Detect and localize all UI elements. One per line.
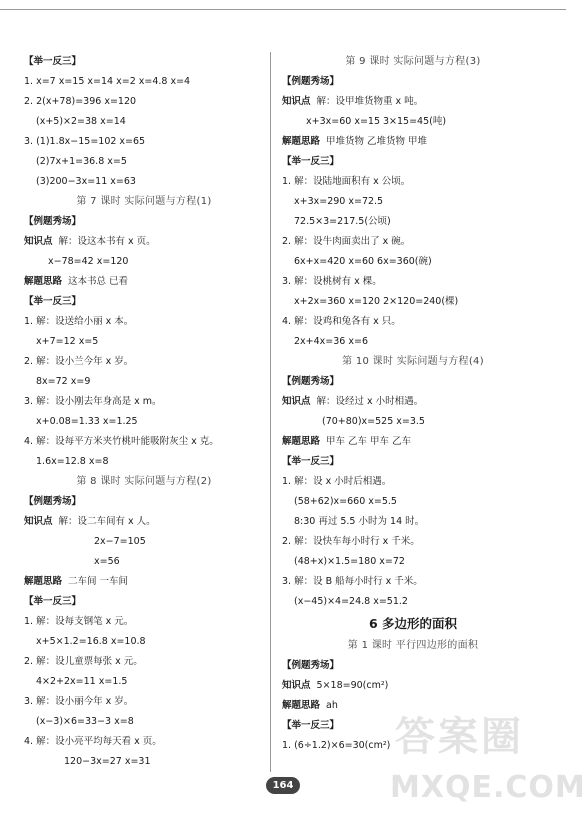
- column-divider: [270, 52, 271, 772]
- answer-line: (48+x)×1.5=180 x=72: [294, 556, 405, 567]
- answer-line: (58+62)x=660 x=5.5: [294, 496, 397, 507]
- answer-line: 1. 解：设陆地面积有 x 公顷。: [282, 176, 411, 187]
- answer-line: 2. 解：设牛肉面卖出了 x 碗。: [282, 236, 411, 247]
- section-heading: 【例题秀场】: [282, 660, 340, 671]
- lesson-title: 第 8 课时 实际问题与方程(2): [76, 476, 212, 487]
- answer-line: 3. 解：设桃树有 x 棵。: [282, 276, 382, 287]
- answer-text: 解：设甲堆货物重 x 吨。: [316, 96, 424, 107]
- labeled-answer: [282, 132, 544, 152]
- answer-line: 1. 解：设送给小丽 x 本。: [24, 316, 134, 327]
- answer-text: ah: [326, 700, 338, 711]
- lesson-title: 第 9 课时 实际问题与方程(3): [345, 56, 481, 67]
- answer-line: 2. 解：设快车每小时行 x 千米。: [282, 536, 420, 547]
- answer-line: (70+80)x=525 x=3.5: [322, 416, 425, 427]
- answer-text: 甲车 乙车 甲车 乙车: [326, 436, 412, 447]
- answer-line: 8x=72 x=9: [36, 376, 91, 387]
- answer-line: (2)7x+1=36.8 x=5: [36, 156, 127, 167]
- answer-label: 知识点: [24, 516, 53, 527]
- lesson-title: 第 1 课时 平行四边形的面积: [347, 640, 479, 651]
- answer-line: (x+5)×2=38 x=14: [36, 116, 126, 127]
- answer-line: x+3x=290 x=72.5: [294, 196, 384, 207]
- answer-line: 3. 解：设小刚去年身高是 x m。: [24, 396, 162, 407]
- answer-text: 解：设经过 x 小时相遇。: [316, 396, 424, 407]
- left-column: [24, 52, 264, 772]
- answer-line: 4. 解：设小亮平均每天看 x 页。: [24, 736, 162, 747]
- answer-label: 知识点: [282, 96, 311, 107]
- answer-label: 解题思路: [282, 700, 321, 711]
- labeled-answer: [282, 392, 544, 412]
- answer-label: 解题思路: [282, 136, 321, 147]
- lesson-title: 第 7 课时 实际问题与方程(1): [76, 196, 212, 207]
- page-number: 164: [266, 777, 300, 794]
- watermark-brand: 答案圈: [395, 714, 524, 760]
- labeled-answer: [282, 92, 544, 112]
- labeled-answer: [24, 272, 264, 292]
- answer-line: 1. 解：设每支钢笔 x 元。: [24, 616, 134, 627]
- answer-line: x+0.08=1.33 x=1.25: [36, 416, 138, 427]
- answer-line: (x−45)×4=24.8 x=51.2: [294, 596, 408, 607]
- section-heading: 【举一反三】: [24, 596, 82, 607]
- section-heading: 【举一反三】: [282, 456, 340, 467]
- answer-label: 知识点: [282, 680, 311, 691]
- answer-line: x=56: [94, 556, 120, 567]
- answer-line: 120−3x=27 x=31: [64, 756, 151, 767]
- section-heading: 【举一反三】: [282, 720, 340, 731]
- answer-line: (3)200−3x=11 x=63: [36, 176, 136, 187]
- answer-label: 知识点: [24, 236, 53, 247]
- labeled-answer: [282, 676, 544, 696]
- answer-line: 1.6x=12.8 x=8: [36, 456, 109, 467]
- section-heading: 【举一反三】: [282, 156, 340, 167]
- answer-label: 知识点: [282, 396, 311, 407]
- lesson-title: 第 10 课时 实际问题与方程(4): [342, 356, 484, 367]
- answer-label: 解题思路: [24, 576, 63, 587]
- answer-line: x+2x=360 x=120 2×120=240(棵): [294, 296, 459, 307]
- answer-line: 2x−7=105: [94, 536, 146, 547]
- answer-line: 3. 解：设 B 船每小时行 x 千米。: [282, 576, 423, 587]
- answer-label: 解题思路: [24, 276, 63, 287]
- answer-label: 解题思路: [282, 436, 321, 447]
- section-heading: 【举一反三】: [24, 56, 82, 67]
- answer-line: 3. 解：设小丽今年 x 岁。: [24, 696, 134, 707]
- answer-line: (x−3)×6=33−3 x=8: [36, 716, 134, 727]
- answer-line: x+7=12 x=5: [36, 336, 99, 347]
- answer-line: 2. 2(x+78)=396 x=120: [24, 96, 137, 107]
- answer-text: 甲堆货物 乙堆货物 甲堆: [326, 136, 428, 147]
- answer-text: 解：设这本书有 x 页。: [58, 236, 156, 247]
- answer-text: 这本书总 已看: [68, 276, 129, 287]
- answer-line: 1. 解：设 x 小时后相遇。: [282, 476, 392, 487]
- answer-line: 8:30 再过 5.5 小时为 14 时。: [294, 516, 425, 527]
- section-heading: 【例题秀场】: [24, 216, 82, 227]
- answer-line: 1. (6÷1.2)×6=30(cm²): [282, 740, 391, 751]
- answer-line: 4×2+2x=11 x=1.5: [36, 676, 128, 687]
- answer-line: 4. 解：设鸡和兔各有 x 只。: [282, 316, 401, 327]
- answer-text: 5×18=90(cm²): [316, 680, 389, 691]
- chapter-title: 6 多边形的面积: [368, 616, 458, 631]
- right-column: [282, 52, 544, 756]
- answer-line: 2. 解：设小兰今年 x 岁。: [24, 356, 134, 367]
- answer-line: x+3x=60 x=15 3×15=45(吨): [306, 116, 447, 127]
- answer-line: 1. x=7 x=15 x=14 x=2 x=4.8 x=4: [24, 76, 191, 87]
- section-heading: 【例题秀场】: [282, 376, 340, 387]
- answer-line: 2x+4x=36 x=6: [294, 336, 368, 347]
- answer-line: x−78=42 x=120: [48, 256, 129, 267]
- answer-text: 二车间 一车间: [68, 576, 129, 587]
- answer-line: 6x+x=420 x=60 6x=360(碗): [294, 256, 432, 267]
- watermark-url: MXQE.COM: [390, 770, 586, 805]
- labeled-answer: [24, 572, 264, 592]
- answer-line: 4. 解：设每平方米夹竹桃叶能吸附灰尘 x 克。: [24, 436, 219, 447]
- labeled-answer: [24, 512, 264, 532]
- section-heading: 【例题秀场】: [282, 76, 340, 87]
- answer-line: 72.5×3=217.5(公顷): [294, 216, 391, 227]
- labeled-answer: [282, 432, 544, 452]
- labeled-answer: [24, 232, 264, 252]
- section-heading: 【举一反三】: [24, 296, 82, 307]
- top-rule: [0, 9, 566, 10]
- answer-line: 3. (1)1.8x−15=102 x=65: [24, 136, 146, 147]
- answer-line: 2. 解：设儿童票每张 x 元。: [24, 656, 143, 667]
- answer-line: x+5×1.2=16.8 x=10.8: [36, 636, 146, 647]
- section-heading: 【例题秀场】: [24, 496, 82, 507]
- answer-text: 解：设二车间有 x 人。: [58, 516, 156, 527]
